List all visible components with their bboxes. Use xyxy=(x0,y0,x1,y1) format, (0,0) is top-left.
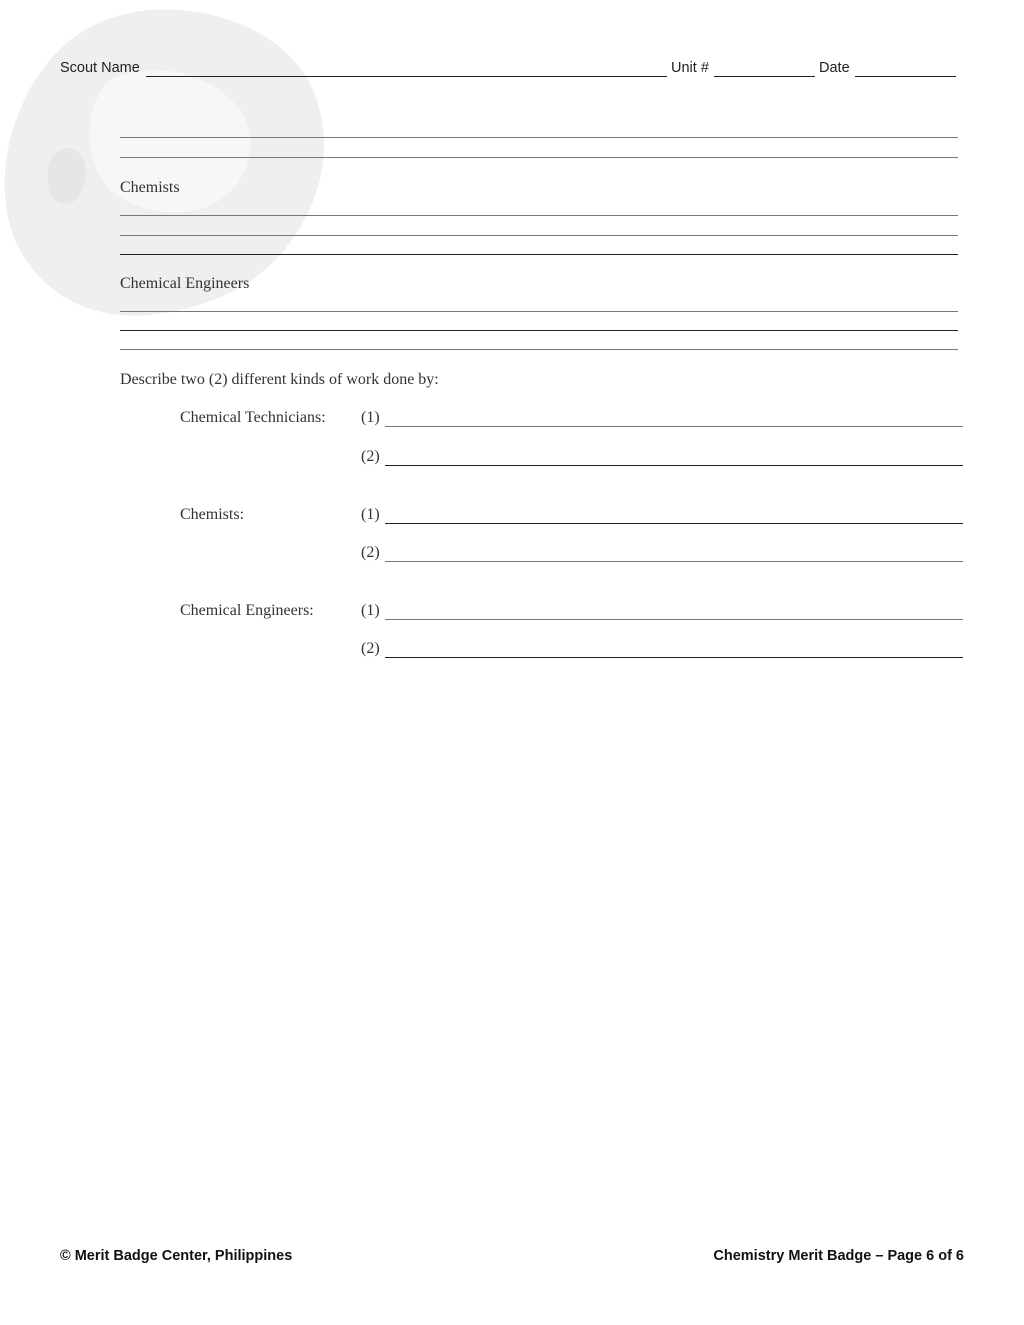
unit-label: Unit # xyxy=(671,60,709,76)
footer-page-info: Chemistry Merit Badge – Page 6 of 6 xyxy=(713,1248,964,1264)
answer-line[interactable] xyxy=(120,254,958,255)
describe-prompt: Describe two (2) different kinds of work done by: xyxy=(120,371,439,388)
item-number: (1) xyxy=(361,506,380,523)
row-label-chemists: Chemists: xyxy=(180,506,245,523)
technicians-answer-1[interactable] xyxy=(385,426,963,427)
engineers-heading: Chemical Engineers xyxy=(120,275,250,292)
chemists-answer-2[interactable] xyxy=(385,561,963,562)
date-label-wrap xyxy=(819,60,850,76)
answer-line[interactable] xyxy=(120,215,958,216)
item-number: (2) xyxy=(361,544,380,561)
chemists-heading: Chemists xyxy=(120,179,180,196)
answer-line[interactable] xyxy=(120,157,958,158)
item-number: (1) xyxy=(361,409,380,426)
answer-line[interactable] xyxy=(120,137,958,138)
unit-label-wrap xyxy=(671,60,709,76)
chemists-answer-1[interactable] xyxy=(385,523,963,524)
answer-line[interactable] xyxy=(120,349,958,350)
date-field[interactable] xyxy=(855,76,956,77)
scout-name-field[interactable] xyxy=(146,76,667,77)
engineers-answer-2[interactable] xyxy=(385,657,963,658)
answer-line[interactable] xyxy=(120,235,958,236)
row-label-technicians: Chemical Technicians: xyxy=(180,409,326,426)
header-row xyxy=(60,60,140,76)
date-label: Date xyxy=(819,60,850,76)
item-number: (2) xyxy=(361,448,380,465)
footer-copyright: © Merit Badge Center, Philippines xyxy=(60,1248,293,1264)
technicians-answer-2[interactable] xyxy=(385,465,963,466)
row-label-engineers: Chemical Engineers: xyxy=(180,602,314,619)
engineers-answer-1[interactable] xyxy=(385,619,963,620)
answer-line[interactable] xyxy=(120,311,958,312)
unit-field[interactable] xyxy=(714,76,815,77)
answer-line[interactable] xyxy=(120,330,958,331)
item-number: (2) xyxy=(361,640,380,657)
item-number: (1) xyxy=(361,602,380,619)
scout-name-label: Scout Name xyxy=(60,60,140,76)
